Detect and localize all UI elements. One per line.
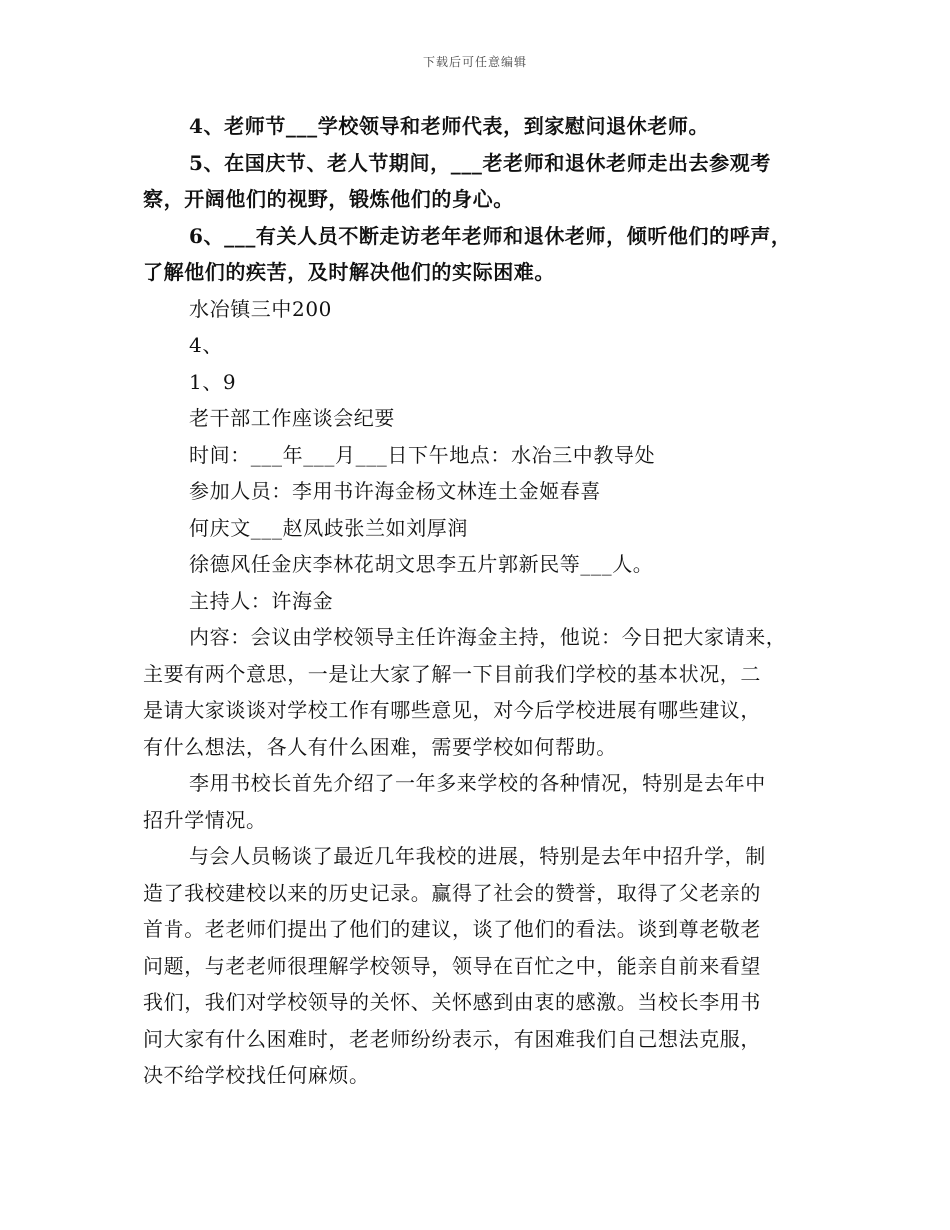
discussion-paragraph-line-2: 造了我校建校以来的历史记录。赢得了社会的赞誉，取得了父老亲的: [143, 880, 761, 905]
discussion-paragraph-line-4: 问题，与老老师很理解学校领导，领导在百忙之中，能亲自前来看望: [143, 953, 761, 978]
attendees-line-2: 何庆文___赵凤歧张兰如刘厚润: [189, 515, 468, 540]
discussion-paragraph-line-3: 首肯。老老师们提出了他们的建议，谈了他们的看法。谈到尊老敬老: [143, 917, 761, 941]
host-line: 主持人：许海金: [189, 588, 334, 613]
item-6-line-2: 了解他们的疾苦，及时解决他们的实际困难。: [143, 260, 555, 284]
discussion-paragraph-line-6: 问大家有什么困难时，老老师纷纷表示，有困难我们自己想法克服，: [143, 1026, 761, 1051]
content-paragraph-line-3: 是请大家谈谈对学校工作有哪些意见，对今后学校进展有哪些建议，: [143, 698, 761, 722]
page-header: 下载后可任意编辑: [422, 55, 527, 69]
content-paragraph-line-1: 内容：会议由学校领导主任许海金主持，他说：今日把大家请来，: [189, 625, 787, 649]
date-month: 4、: [189, 333, 223, 357]
content-paragraph-line-4: 有什么想法，各人有什么困难，需要学校如何帮助。: [143, 734, 617, 759]
attendees-line-3: 徐德风任金庆李林花胡文思李五片郭新民等___人。: [189, 552, 654, 576]
item-4-line: 4、老师节___学校领导和老师代表，到家慰问退休老师。: [189, 114, 710, 138]
discussion-paragraph-line-1: 与会人员畅谈了最近几年我校的进展，特别是去年中招升学，制: [189, 844, 766, 868]
item-5-line-1: 5、在国庆节、老人节期间，___老老师和退休老师走出去参观考: [189, 150, 771, 175]
content-paragraph-line-2: 主要有两个意思，一是让大家了解一下目前我们学校的基本状况，二: [143, 661, 761, 686]
item-5-line-2: 察，开阔他们的视野，锻炼他们的身心。: [143, 187, 514, 211]
discussion-paragraph-line-5: 我们，我们对学校领导的关怀、关怀感到由衷的感激。当校长李用书: [143, 990, 761, 1014]
attendees-line-1: 参加人员：李用书许海金杨文林连土金姬春喜: [189, 479, 601, 503]
principal-paragraph-line-1: 李用书校长首先介绍了一年多来学校的各种情况，特别是去年中: [189, 771, 766, 795]
meeting-time-place: 时间：___年___月___日下午地点：水冶三中教导处: [189, 442, 656, 467]
discussion-paragraph-line-7: 决不给学校找任何麻烦。: [143, 1063, 370, 1087]
document-body: [143, 108, 833, 1094]
principal-paragraph-line-2: 招升学情况。: [143, 807, 267, 832]
signature-school: 水冶镇三中200: [189, 296, 332, 321]
date-day: 1、9: [189, 369, 237, 394]
section-title: 老干部工作座谈会纪要: [189, 406, 395, 430]
item-6-line-1: 6、___有关人员不断走访老年老师和退休老师，倾听他们的呼声，: [189, 223, 792, 248]
